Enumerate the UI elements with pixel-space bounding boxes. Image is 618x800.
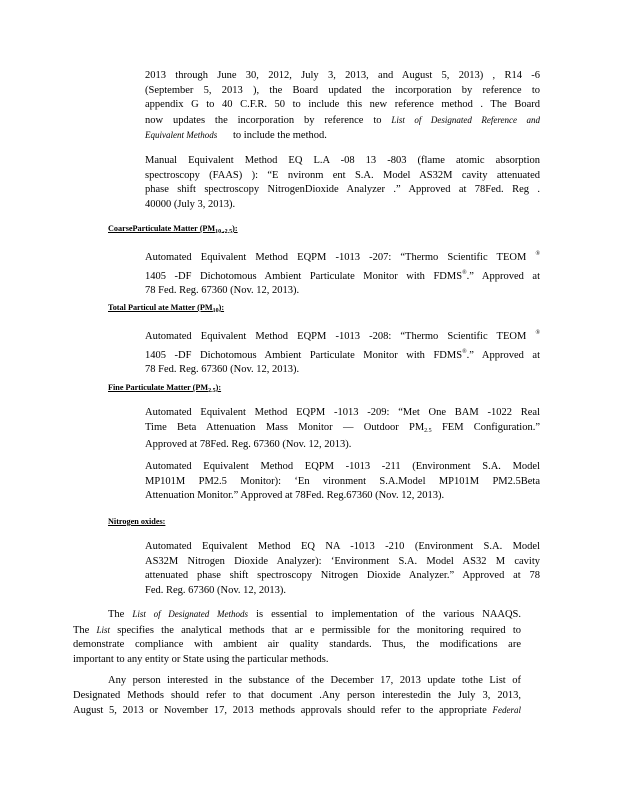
text-line — [145, 345, 540, 364]
registered-mark: ® — [535, 251, 540, 257]
registered-mark: ® — [462, 348, 467, 355]
heading-subscript: 10 — [212, 308, 219, 314]
text-line: attenuated phase shift spectroscopy Nitrogen Dioxide Analyzer.” Approved at 78 — [145, 570, 540, 582]
section-heading-coarse-pm — [108, 224, 238, 235]
body-paragraph-2 — [73, 674, 521, 719]
text-line: AS32M Nitrogen Dioxide Analyzer): ‘Environment S.A. Model AS32 M cavity — [145, 555, 540, 567]
text-run: August 5, 2013 or November 17, 2013 methods approvals should refer to the appropriate — [73, 705, 487, 717]
text-line: (September 5, 2013 ), the Board updated the incorporation by reference to — [145, 84, 540, 96]
text-line — [145, 113, 540, 129]
federal-register-italic: Federal — [492, 705, 522, 716]
text-line — [145, 247, 540, 266]
heading-text: Fine Particulate Matter (PM — [108, 383, 209, 392]
text-line: Approved at 78Fed. Reg. 67360 (Nov. 12, 2013). — [145, 439, 352, 451]
text-run: The — [108, 609, 125, 620]
text-run: now updates the incorporation by reference to — [145, 114, 382, 126]
intro-paragraph — [145, 69, 540, 144]
text-line — [145, 421, 540, 439]
text-run: is essential to implementation of the various NAAQS. — [256, 609, 522, 620]
text-line: Automated Equivalent Method EQ NA -1013 -210 (Environment S.A. Model — [145, 541, 540, 552]
text-line — [145, 128, 540, 144]
list-title-italic: List of Designated Reference and — [391, 114, 540, 125]
text-line: appendix G to 40 C.F.R. 50 to include this new reference method . The Board — [145, 99, 540, 111]
text-line: Any person interested in the substance of the December 17, 2013 update tothe List of — [108, 675, 521, 686]
heading-text: Total Particul ate Matter (PM — [108, 303, 213, 312]
text-line: important to any entity or State using the particular methods. — [73, 653, 329, 665]
text-run: 1405 -DF Dichotomous Ambient Particulate Monitor with FDMS — [145, 270, 463, 282]
section-heading-nitrogen-oxides — [108, 517, 165, 526]
heading-text: ): — [232, 224, 238, 233]
text-run: FEM Configuration.” — [441, 421, 540, 433]
fine-method-paragraph-1 — [145, 406, 540, 453]
section-heading-fine-pm — [108, 383, 221, 394]
heading-text: ): — [215, 383, 222, 392]
text-line: phase shift spectroscopy NitrogenDioxide Analyzer .” Approved at 78Fed. Reg . — [145, 184, 540, 196]
list-title-italic: List — [96, 624, 111, 635]
text-line — [73, 623, 521, 639]
text-line: demonstrate compliance with ambient air quality standards. Thus, the modifications are — [73, 639, 521, 651]
text-line: Designated Methods should refer to that document .Any person interestedin the July 3, 2013, — [73, 689, 521, 701]
text-line — [145, 326, 540, 345]
list-title-italic: Equivalent Methods — [145, 130, 218, 141]
text-run: specifies the analytical methods that ar e permissible for the monitoring required to — [117, 624, 522, 636]
coarse-method-paragraph — [145, 247, 540, 299]
text-run: .” Approved at — [466, 349, 540, 361]
text-line: Fed. Reg. 67360 (Nov. 12, 2013). — [145, 584, 287, 596]
heading-text: ): — [218, 303, 225, 312]
section-heading-total-pm — [108, 303, 224, 314]
text-line: 78 Fed. Reg. 67360 (Nov. 12, 2013). — [145, 285, 300, 297]
registered-mark: ® — [535, 330, 540, 336]
manual-method-paragraph — [145, 154, 540, 212]
text-run: Automated Equivalent Method EQPM -1013 -207: “Thermo Scientific TEOM — [145, 252, 527, 263]
body-paragraph-1 — [73, 607, 521, 667]
text-line: 40000 (July 3, 2013). — [145, 198, 236, 210]
text-run: Time Beta Attenuation Mass Monitor — Outdoor PM — [145, 421, 425, 433]
text-line: 78 Fed. Reg. 67360 (Nov. 12, 2013). — [145, 364, 300, 376]
text-run: .” Approved at — [466, 270, 540, 282]
text-run: to include the method. — [232, 130, 327, 142]
list-title-italic: List of Designated Methods — [132, 609, 248, 619]
text-line: 2013 through June 30, 2012, July 3, 2013, and August 5, 2013) , R14 -6 — [145, 70, 540, 81]
heading-text: Nitrogen oxides: — [108, 517, 166, 526]
subscript: 2.5 — [424, 427, 432, 434]
text-run: 1405 -DF Dichotomous Ambient Particulate Monitor with FDMS — [145, 349, 463, 361]
heading-subscript: 2.5 — [208, 388, 216, 394]
text-line: Attenuation Monitor.” Approved at 78Fed. Reg.67360 (Nov. 12, 2013). — [145, 490, 445, 502]
heading-text: CoarseParticulate Matter (PM — [108, 224, 216, 233]
text-line: spectroscopy (FAAS) ): “E nvironm ent S.A. Model AS32M cavity attenuated — [145, 169, 540, 181]
total-method-paragraph — [145, 326, 540, 378]
fine-method-paragraph-2 — [145, 460, 540, 504]
text-run: Automated Equivalent Method EQPM -1013 -208: “Thermo Scientific TEOM — [145, 331, 527, 342]
text-line: MP101M PM2.5 Monitor): ‘En vironment S.A.Model MP101M PM2.5Beta — [145, 475, 540, 487]
text-line — [73, 703, 521, 719]
text-line — [73, 607, 521, 623]
nitrogen-method-paragraph — [145, 540, 540, 598]
text-run: The — [73, 624, 90, 636]
text-line: Automated Equivalent Method EQPM -1013 -211 (Environment S.A. Model — [145, 461, 540, 472]
registered-mark: ® — [462, 269, 467, 276]
text-line: Automated Equivalent Method EQPM -1013 -209: “Met One BAM -1022 Real — [145, 407, 540, 418]
text-line: Manual Equivalent Method EQ L.A -08 13 -803 (flame atomic absorption — [145, 155, 540, 166]
heading-subscript: 10 -2.5 — [215, 229, 233, 235]
text-line — [145, 266, 540, 285]
